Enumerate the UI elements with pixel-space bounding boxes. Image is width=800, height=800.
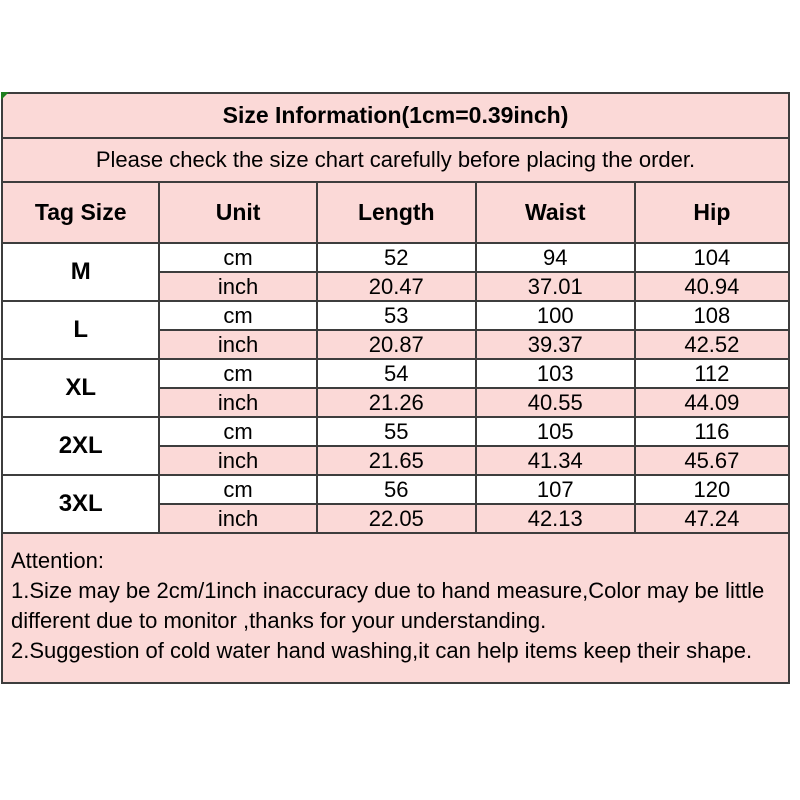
hip-cm-cell: 112 (635, 359, 789, 388)
table-row-xl-cm (2, 359, 789, 388)
table-row-3xl-cm (2, 475, 789, 504)
table-row-l-cm (2, 301, 789, 330)
length-cm-cell: 56 (317, 475, 476, 504)
size-table (1, 92, 790, 684)
page-title: Size Information(1cm=0.39inch) (2, 93, 789, 138)
tag-size-cell: XL (2, 359, 159, 417)
unit-cell: cm (159, 417, 316, 446)
title-row (2, 93, 789, 138)
unit-cell: cm (159, 301, 316, 330)
length-cm-cell: 55 (317, 417, 476, 446)
col-header-hip: Hip (635, 182, 789, 243)
length-inch-cell: 22.05 (317, 504, 476, 533)
hip-inch-cell: 40.94 (635, 272, 789, 301)
green-corner-mark (1, 92, 9, 100)
attention-row (2, 533, 789, 683)
attention-line-2: 2.Suggestion of cold water hand washing,it can help items keep their shape. (11, 638, 753, 663)
attention-box (2, 533, 789, 683)
unit-cell: inch (159, 272, 316, 301)
tag-size-cell: L (2, 301, 159, 359)
hip-cm-cell: 120 (635, 475, 789, 504)
waist-inch-cell: 39.37 (476, 330, 635, 359)
waist-inch-cell: 37.01 (476, 272, 635, 301)
length-cm-cell: 53 (317, 301, 476, 330)
table-row-2xl-cm (2, 417, 789, 446)
waist-cm-cell: 105 (476, 417, 635, 446)
unit-cell: cm (159, 243, 316, 272)
col-header-tag-size: Tag Size (2, 182, 159, 243)
col-header-waist: Waist (476, 182, 635, 243)
column-header-row (2, 182, 789, 243)
unit-cell: inch (159, 388, 316, 417)
col-header-unit: Unit (159, 182, 316, 243)
hip-inch-cell: 47.24 (635, 504, 789, 533)
waist-cm-cell: 107 (476, 475, 635, 504)
waist-inch-cell: 42.13 (476, 504, 635, 533)
hip-inch-cell: 45.67 (635, 446, 789, 475)
hip-cm-cell: 104 (635, 243, 789, 272)
waist-cm-cell: 100 (476, 301, 635, 330)
unit-cell: cm (159, 359, 316, 388)
hip-inch-cell: 42.52 (635, 330, 789, 359)
tag-size-cell: 2XL (2, 417, 159, 475)
hip-cm-cell: 108 (635, 301, 789, 330)
col-header-length: Length (317, 182, 476, 243)
unit-cell: inch (159, 330, 316, 359)
unit-cell: inch (159, 504, 316, 533)
attention-line-1: 1.Size may be 2cm/1inch inaccuracy due to hand measure,Color may be little different due to monitor ,thanks for your understanding. (11, 578, 765, 633)
subtitle-row (2, 138, 789, 182)
tag-size-cell: 3XL (2, 475, 159, 533)
size-chart (1, 92, 790, 684)
length-inch-cell: 20.87 (317, 330, 476, 359)
subtitle-note: Please check the size chart carefully before placing the order. (2, 138, 789, 182)
waist-inch-cell: 41.34 (476, 446, 635, 475)
unit-cell: cm (159, 475, 316, 504)
waist-inch-cell: 40.55 (476, 388, 635, 417)
waist-cm-cell: 103 (476, 359, 635, 388)
unit-cell: inch (159, 446, 316, 475)
length-inch-cell: 21.65 (317, 446, 476, 475)
tag-size-cell: M (2, 243, 159, 301)
attention-heading: Attention: (11, 548, 104, 573)
length-cm-cell: 52 (317, 243, 476, 272)
length-inch-cell: 20.47 (317, 272, 476, 301)
waist-cm-cell: 94 (476, 243, 635, 272)
table-row-m-cm (2, 243, 789, 272)
length-inch-cell: 21.26 (317, 388, 476, 417)
hip-cm-cell: 116 (635, 417, 789, 446)
length-cm-cell: 54 (317, 359, 476, 388)
hip-inch-cell: 44.09 (635, 388, 789, 417)
